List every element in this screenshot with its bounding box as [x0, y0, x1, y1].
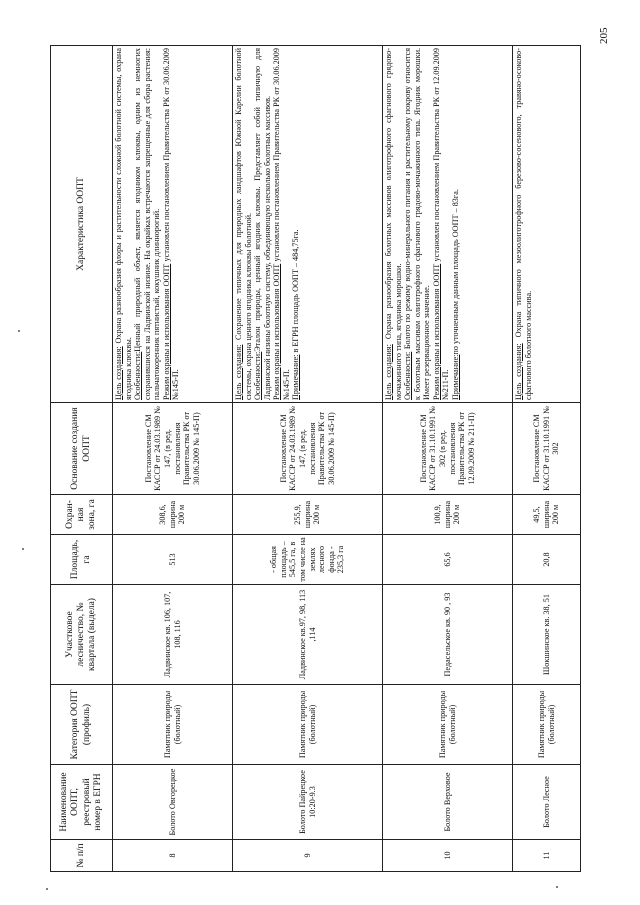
row-category: Памятник природы (болотный) [383, 685, 513, 765]
header-area: Площадь, га [51, 535, 113, 585]
regime-label: Режим охраны и использования ООПТ [272, 263, 282, 400]
table-row [383, 46, 513, 872]
header-basis: Основание создания ООПТ [51, 403, 113, 495]
goal-text: Сохранение типичных для природных ландшафтов Южной Карелии болотной системы, охрана ценного ягодника клюквы болотной. [234, 48, 253, 400]
regime-text: установлен постановлением Правительства РК от 30.06.2009 №145-П. [272, 48, 291, 400]
row-basis: Постановление СМ КАССР от 31.10.1991 № 302 (в ред. постановления Правительства РК от 12.09.2009 № 211-П) [383, 403, 513, 495]
row-forestry: Шокшинское кв. 38, 51 [513, 585, 581, 685]
row-basis: Постановление СМ КАССР от 24.03.1989 № 147, (в ред. постановления Правительства РК от 30.06.2009 № 145-П) [233, 403, 383, 495]
row-category: Памятник природы (болотный) [513, 685, 581, 765]
features-label: Особенности: [133, 351, 143, 400]
row-buffer: 100,9, ширина 200 м [383, 495, 513, 535]
row-name: Болото Овгорецкое [113, 765, 233, 840]
note-label: Примечание: [291, 354, 301, 400]
regime-label: Режим охраны и использования ООПТ [431, 263, 441, 400]
features-label: Особенности: [253, 351, 263, 400]
features-text: Эталон природы, ценный ягодник клюквы. Представляет собой типичную для Ладвинской низины болотную систему, объединяющую несколько болотных массивов. [253, 48, 272, 400]
note-label: Примечание: [450, 354, 460, 400]
row-num: 11 [513, 840, 581, 872]
scan-speck [18, 330, 20, 332]
row-category: Памятник природы (болотный) [113, 685, 233, 765]
goal-label: Цель создания: [514, 343, 523, 400]
regime-text: установлен постановлением Правительства РК от 30.06.2009 №145-П. [161, 48, 181, 400]
row-forestry: Педасельское кв. 90 , 93 [383, 585, 513, 685]
row-buffer: 308,6, ширина 200 м [113, 495, 233, 535]
goal-text: Охрана типичного мезоолиготрофного березово-сосенового, травяно-осоково-сфагнового болотного массива. [514, 48, 533, 400]
note-text: в ЕГРН площадь ООПТ – 484,75га. [291, 229, 301, 355]
goal-label: Цель создания: [114, 346, 123, 400]
row-area: - общая площадь – 545,5 га, в том числе на землях лесного фонда - 235,3 га [233, 535, 383, 585]
row-characteristics [113, 46, 233, 403]
header-name: Наименование ООПТ, реестровый номер в ЕГРН [51, 765, 113, 840]
header-category: Категория ООПТ (профиль) [51, 685, 113, 765]
table-header-row [51, 46, 113, 872]
scan-speck [46, 888, 48, 890]
table-row [113, 46, 233, 872]
features-text: Ценный природный объект, является ягодником клюквы, одним из немногих сохранившихся на Ладвинской низине. На окрайках встречаются запрещенные для сбора растения: пальчатокоренник пятнистый, кокушник длиннорогий. [133, 48, 162, 400]
note-text: по уточненным данным площадь ООПТ – 83га. [450, 189, 460, 355]
features-label: Особенности: [403, 351, 413, 400]
row-basis: Постановление СМ КАССР от 31.10.1991 № 302 [513, 403, 581, 495]
row-buffer: 255,9, ширина 200 м [233, 495, 383, 535]
goal-label: Цель создания: [384, 344, 393, 400]
scan-speck [22, 548, 24, 550]
rotated-table-container [50, 46, 580, 872]
row-area: 513 [113, 535, 233, 585]
row-name: Болото Верховое [383, 765, 513, 840]
oopt-table [50, 45, 581, 872]
row-area: 65,6 [383, 535, 513, 585]
page-number: 205 [598, 27, 610, 44]
row-area: 20,8 [513, 535, 581, 585]
table-row [233, 46, 383, 872]
features-text: Болото по режиму водно-минерального питания и растительному покрову относится к болотным массивам олиготрофного сфагнового грядово-мочажинного типа. Ягодник морошки. Имеет резервационное значение. [403, 48, 432, 400]
goal-text: Охрана разнообразия флоры и растительности сложной болотной системы, охрана ягодника клюквы. [114, 48, 133, 400]
goal-text: Охрана разнообразия болотных массивов олиготрофного сфагнового грядово-мочажинного типа, ягодника морошки. [384, 48, 403, 400]
row-forestry: Ладвинское кв. 106, 107, 108, 116 [113, 585, 233, 685]
goal-label: Цель создания: [234, 344, 243, 400]
row-buffer: 49,5, ширина 200 м [513, 495, 581, 535]
header-num: № п/п [51, 840, 113, 872]
regime-text: установлен постановлением Правительства РК от 12.09.2009 №211-П. [431, 48, 451, 400]
row-forestry: Ладвинское кв.97, 98, 113 ,114 [233, 585, 383, 685]
row-category: Памятник природы (болотный) [233, 685, 383, 765]
row-name: Болото Пайрецкое 10:20-9.3 [233, 765, 383, 840]
regime-label: Режим охраны и использования ООПТ [161, 263, 171, 400]
row-num: 9 [233, 840, 383, 872]
header-forestry: Участковое лесничество, № квартала (выдела) [51, 585, 113, 685]
row-name: Болото Лесное [513, 765, 581, 840]
header-characteristics: Характеристика ООПТ [51, 46, 113, 403]
row-characteristics [513, 46, 581, 403]
row-characteristics [383, 46, 513, 403]
row-basis: Постановление СМ КАССР от 24.03.1989 № 147, (в ред. постановления Правительства РК от 30.06.2009 № 145-П) [113, 403, 233, 495]
scan-speck [556, 886, 558, 888]
table-row [513, 46, 581, 872]
row-num: 10 [383, 840, 513, 872]
row-characteristics [233, 46, 383, 403]
header-buffer: Охран-ная зона, га [51, 495, 113, 535]
row-num: 8 [113, 840, 233, 872]
